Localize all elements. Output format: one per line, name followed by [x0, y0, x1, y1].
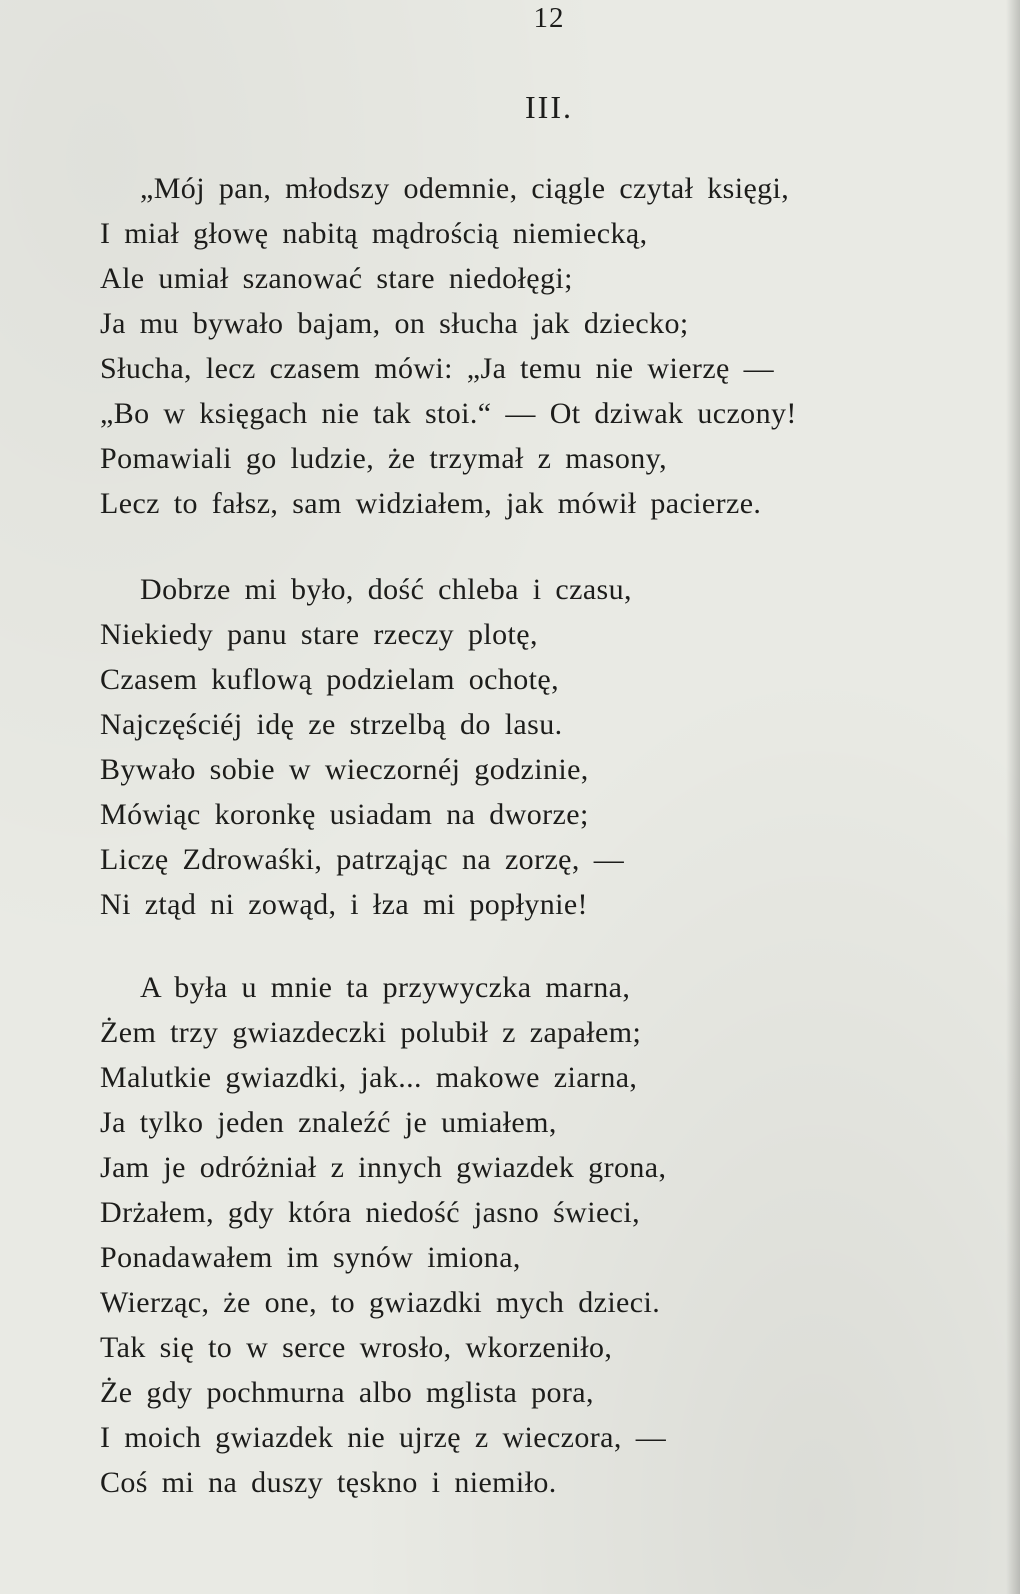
- stanza-1: [100, 166, 980, 526]
- poem-line: Tak się to w serce wrosło, wkorzeniło,: [100, 1331, 613, 1364]
- poem-line: Ponadawałem im synów imiona,: [100, 1241, 521, 1274]
- poem-line: Jam je odróżniał z innych gwiazdek grona,: [100, 1151, 667, 1184]
- poem-line: Pomawiali go ludzie, że trzymał z masony,: [100, 442, 667, 475]
- poem-line: Ale umiał szanować stare niedołęgi;: [100, 262, 573, 295]
- poem-line: Ja tylko jeden znaleźć je umiałem,: [100, 1106, 557, 1139]
- stanza-3: [100, 965, 980, 1505]
- poem-line: „Bo w księgach nie tak stoi.“ — Ot dziwak uczony!: [100, 397, 797, 430]
- poem-line: Coś mi na duszy tęskno i niemiło.: [100, 1466, 557, 1499]
- poem-line: Bywało sobie w wieczornéj godzinie,: [100, 753, 589, 786]
- poem-line: Słucha, lecz czasem mówi: „Ja temu nie wierzę —: [100, 352, 775, 385]
- poem-line: Drżałem, gdy która niedość jasno świeci,: [100, 1196, 641, 1229]
- poem-line: Najczęściéj idę ze strzelbą do lasu.: [100, 708, 563, 741]
- poem-line: I moich gwiazdek nie ujrzę z wieczora, —: [100, 1421, 667, 1454]
- poem-line: Niekiedy panu stare rzeczy plotę,: [100, 618, 538, 651]
- poem-line: „Mój pan, młodszy odemnie, ciągle czytał księgi,: [140, 172, 790, 205]
- poem-line: Żem trzy gwiazdeczki polubił z zapałem;: [100, 1016, 642, 1049]
- poem-line: Ja mu bywało bajam, on słucha jak dziecko;: [100, 307, 689, 340]
- section-heading: III.: [525, 89, 573, 125]
- poem-line: I miał głowę nabitą mądrością niemiecką,: [100, 217, 648, 250]
- page-number: 12: [533, 2, 565, 34]
- page-edge-shadow: [1006, 0, 1020, 1594]
- poem-line: Że gdy pochmurna albo mglista pora,: [100, 1376, 594, 1409]
- poem-line: Ni ztąd ni zowąd, i łza mi popłynie!: [100, 888, 588, 921]
- stanza-2: [100, 567, 980, 927]
- poem-line: Wierząc, że one, to gwiazdki mych dzieci.: [100, 1286, 661, 1319]
- poem-line: Malutkie gwiazdki, jak... makowe ziarna,: [100, 1061, 638, 1094]
- poem-line: Czasem kuflową podzielam ochotę,: [100, 663, 559, 696]
- poem-line: Liczę Zdrowaśki, patrząjąc na zorzę, —: [100, 843, 625, 876]
- poem-line: Lecz to fałsz, sam widziałem, jak mówił pacierze.: [100, 487, 762, 520]
- poem-line: A była u mnie ta przywyczka marna,: [140, 971, 631, 1004]
- poem-line: Mówiąc koronkę usiadam na dworze;: [100, 798, 589, 831]
- poem-line: Dobrze mi było, dość chleba i czasu,: [140, 573, 632, 606]
